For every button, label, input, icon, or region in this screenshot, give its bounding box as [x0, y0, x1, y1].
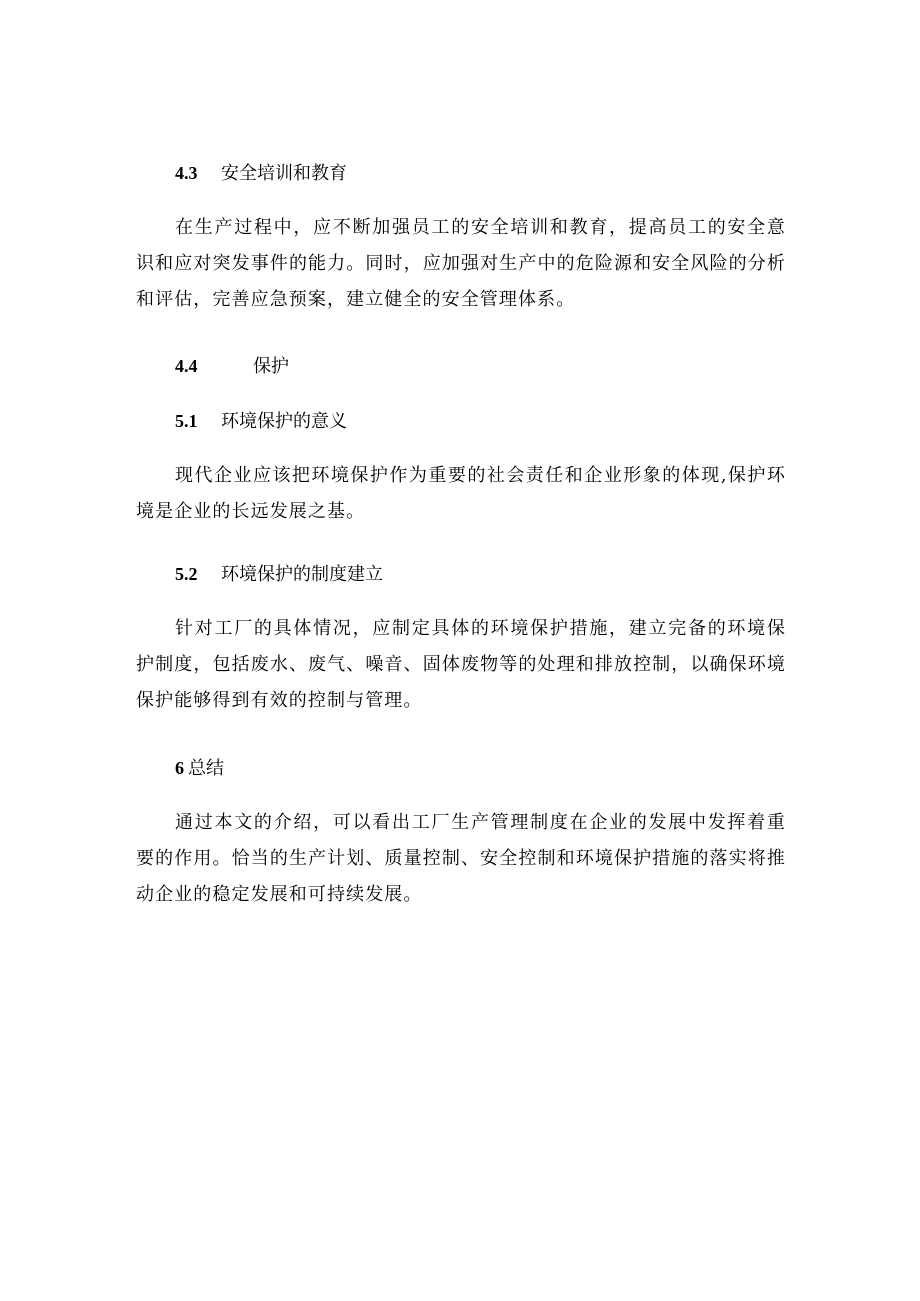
paragraph-summary: 通过本文的介绍，可以看出工厂生产管理制度在企业的发展中发挥着重要的作用。恰当的生产计划、质量控制、安全控制和环境保护措施的落实将推动企业的稳定发展和可持续发展。	[136, 812, 786, 905]
heading-title: 环境保护的意义	[221, 411, 347, 432]
paragraph-environment-meaning: 现代企业应该把环境保护作为重要的社会责任和企业形象的体现,保护环境是企业的长远发展之基。	[136, 465, 786, 522]
section-heading-4-4	[175, 354, 289, 379]
heading-title: 环境保护的制度建立	[221, 564, 383, 585]
section-heading-6	[175, 756, 224, 781]
heading-title: 总结	[188, 758, 224, 779]
heading-number: 6	[175, 758, 184, 778]
heading-number: 5.2	[175, 564, 198, 584]
heading-number: 4.3	[175, 163, 198, 183]
heading-title: 安全培训和教育	[221, 163, 347, 184]
paragraph-safety-training: 在生产过程中，应不断加强员工的安全培训和教育，提高员工的安全意识和应对突发事件的能力。同时，应加强对生产中的危险源和安全风险的分析和评估，完善应急预案，建立健全的安全管理体系。	[136, 217, 786, 310]
section-heading-5-2	[175, 562, 383, 587]
section-heading-4-3	[175, 161, 347, 186]
section-heading-5-1	[175, 409, 347, 434]
heading-number: 4.4	[175, 356, 198, 376]
heading-title: 保护	[253, 356, 289, 377]
paragraph-environment-system: 针对工厂的具体情况，应制定具体的环境保护措施，建立完备的环境保护制度，包括废水、废气、噪音、固体废物等的处理和排放控制，以确保环境保护能够得到有效的控制与管理。	[136, 618, 786, 711]
heading-number: 5.1	[175, 411, 198, 431]
